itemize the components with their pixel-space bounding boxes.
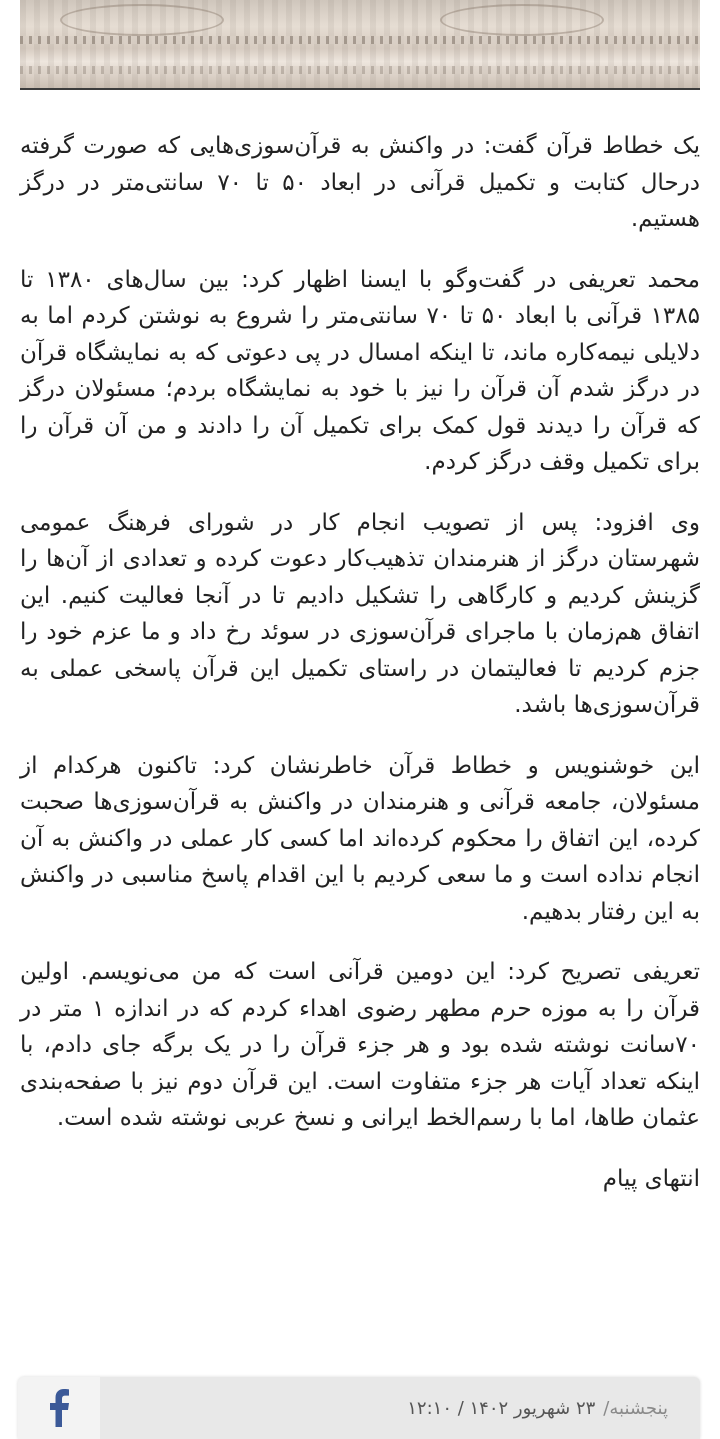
publish-date [100, 1377, 700, 1439]
article-paragraph: این خوشنویس و خطاط قرآن خاطرنشان کرد: تاکنون هرکدام از مسئولان، جامعه قرآنی و هنرمندان در واکنش به قرآن‌سوزی‌ها صحبت کرده، این اتفاق را محکوم کرده‌اند اما کسی کار عملی در واکنش به آن انجام نداده است و ما سعی کردیم با این اقدام پاسخ مناسبی در واکنش به این رفتار بدهیم. [20, 752, 700, 925]
ornament-decoration [440, 4, 604, 36]
end-of-message: انتهای پیام [602, 1165, 700, 1192]
ornament-band [20, 66, 700, 74]
article-paragraph: یک خطاط قرآن گفت: در واکنش به قرآن‌سوزی‌هایی که صورت گرفته درحال کتابت و تکمیل قرآنی در ابعاد ۵۰ تا ۷۰ سانتی‌متر در درگز هستیم. [20, 133, 701, 232]
ornament-band [20, 36, 700, 44]
article-footer-bar [18, 1377, 700, 1439]
article-paragraph: تعریفی تصریح کرد: این دومین قرآنی است که من می‌نویسم. اولین قرآن را به موزه حرم مطهر رضوی اهداء کردم که در اندازه ۱ متر در ۷۰سانت نوشته شده بود و هر جزء قرآن را در یک برگه جای دادم، با اینکه تعداد آیات هر جزء متفاوت است. این قرآن دوم نیز با صفحه‌بندی عثمان طاها، اما با رسم‌الخط ایرانی و نسخ عربی نوشته شده است. [20, 959, 701, 1131]
publish-datetime: ۲۳ شهریور ۱۴۰۲ / ۱۲:۱۰ [407, 1397, 596, 1419]
publish-weekday: پنجشنبه/ [603, 1397, 668, 1419]
article-hero-image [20, 0, 700, 90]
facebook-icon [48, 1389, 70, 1427]
ornament-decoration [60, 4, 224, 36]
article-paragraph: محمد تعریفی در گفت‌وگو با ایسنا اظهار کرد: بین سال‌های ۱۳۸۰ تا ۱۳۸۵ قرآنی با ابعاد ۵۰ تا ۷۰ سانتی‌متر را شروع به نوشتن کردم اما به دلایلی نیمه‌کاره ماند، تا اینکه امسال در پی دعوتی که به نمایشگاه قرآن در درگز شدم آن قرآن را نیز با خود به نمایشگاه بردم؛ مسئولان درگز که قرآن را دیدند قول کمک برای تکمیل آن را دادند و من آن قرآن را برای تکمیل وقف درگز کردم. [20, 266, 701, 475]
article-paragraph: وی افزود: پس از تصویب انجام کار در شورای فرهنگ عمومی شهرستان درگز از هنرمندان تذهیب‌کار دعوت کرده و تعدادی از آن‌ها را گزینش کردیم و کارگاهی را تشکیل دادیم تا در آنجا فعالیت کنیم. این اتفاق هم‌زمان با ماجرای قرآن‌سوزی در سوئد رخ داد و ما عزم خود را جزم کردیم تا فعالیتمان در راستای تکمیل این قرآن پاسخی عملی به قرآن‌سوزی‌ها باشد. [20, 509, 700, 718]
facebook-share-button[interactable] [18, 1377, 100, 1439]
article-body [20, 128, 700, 1221]
